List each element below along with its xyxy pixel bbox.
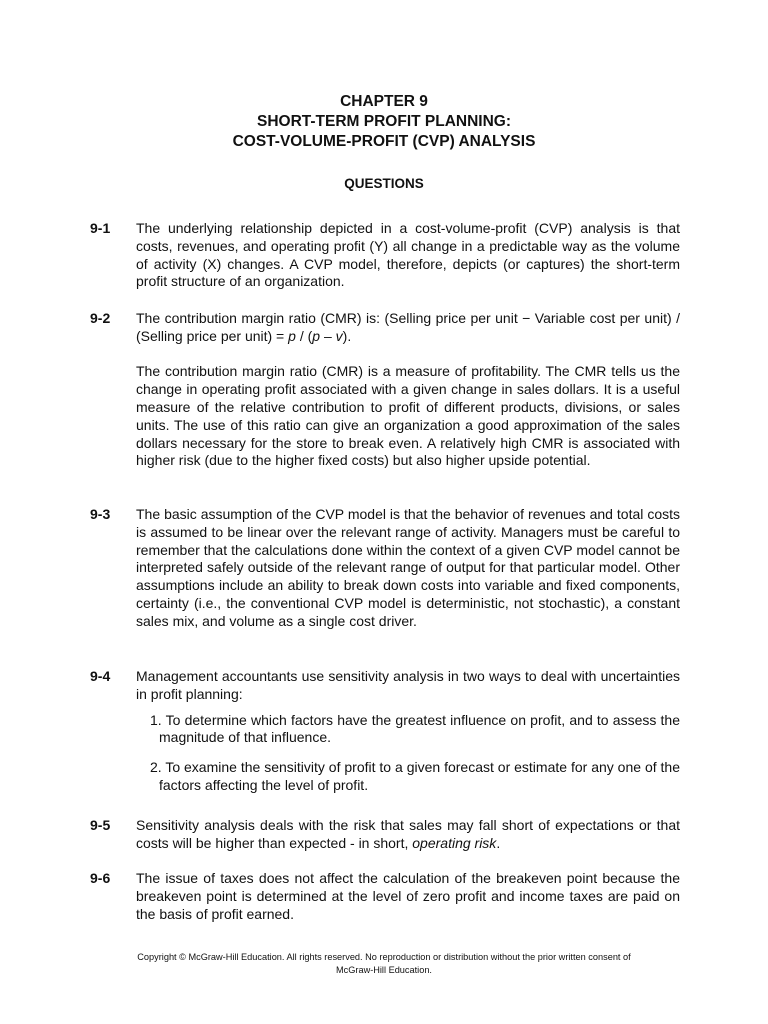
answer-paragraph: The underlying relationship depicted in a cost-volume-profit (CVP) analysis is that costs, revenues, and operating profit (Y) all change in a predictable way as the volume of activity (X) changes. A CVP model, therefore, depicts (or captures) the short-term profit structure of an organization. bbox=[136, 220, 680, 290]
question-9-3 bbox=[90, 506, 680, 631]
question-text bbox=[136, 506, 680, 631]
chapter-title-line-2: COST-VOLUME-PROFIT (CVP) ANALYSIS bbox=[232, 133, 536, 150]
question-number: 9-5 bbox=[90, 817, 111, 833]
cmr-formula-paragraph bbox=[136, 310, 680, 346]
question-number: 9-1 bbox=[90, 220, 111, 236]
question-9-1 bbox=[90, 220, 680, 291]
formula-end: ). bbox=[342, 327, 352, 344]
question-9-2 bbox=[90, 310, 680, 470]
question-number: 9-2 bbox=[90, 310, 111, 326]
answer-paragraph bbox=[136, 817, 680, 853]
answer-end: . bbox=[496, 834, 501, 851]
question-text bbox=[136, 668, 680, 795]
question-number: 9-4 bbox=[90, 668, 111, 684]
list-item: 1. To determine which factors have the greatest influence on profit, and to assess the magnitude of that influence. bbox=[150, 711, 680, 746]
answer-paragraph: The issue of taxes does not affect the calculation of the breakeven point because the breakeven point is determined at the level of zero profit and income taxes are paid on the basis of profit earned. bbox=[136, 870, 680, 922]
formula-separator: / ( bbox=[295, 327, 313, 344]
question-9-6 bbox=[90, 870, 680, 923]
copyright-footer bbox=[0, 951, 768, 977]
answer-paragraph: Management accountants use sensitivity analysis in two ways to deal with uncertainties in profit planning: bbox=[136, 668, 680, 702]
section-heading: QUESTIONS bbox=[344, 176, 424, 191]
chapter-number: CHAPTER 9 bbox=[340, 93, 428, 110]
answer-paragraph: The basic assumption of the CVP model is that the behavior of revenues and total costs is assumed to be linear over the relevant range of activity. Managers must be careful to remember that the calculations done within the context of a given CVP model cannot be interpreted safely outside of the relevant range of output for that particular model. Other assumptions include an ability to break down costs into variable and fixed components, certainty (i.e., the conventional CVP model is deterministic, not stochastic), a constant sales mix, and volume as a single cost driver. bbox=[136, 506, 680, 629]
list-item: 2. To examine the sensitivity of profit to a given forecast or estimate for any one of the factors affecting the level of profit. bbox=[150, 759, 680, 793]
formula-p: p bbox=[312, 327, 321, 344]
question-9-5 bbox=[90, 817, 680, 853]
question-text bbox=[136, 817, 680, 853]
question-text bbox=[136, 870, 680, 923]
question-text bbox=[136, 310, 680, 470]
formula-p: p bbox=[288, 327, 296, 344]
question-number: 9-6 bbox=[90, 870, 111, 886]
answer-text: Sensitivity analysis deals with the risk that sales may fall short of expectations or that costs will be higher than expected - in short, bbox=[136, 817, 680, 851]
cmr-definition: The contribution margin ratio (CMR) is: (Selling price per unit − Variable cost per unit) / (Selling price per unit) = bbox=[136, 310, 680, 344]
footer-line-2: McGraw-Hill Education. bbox=[336, 965, 432, 975]
question-9-4 bbox=[90, 668, 680, 795]
chapter-heading bbox=[0, 92, 768, 152]
cmr-explanation-paragraph: The contribution margin ratio (CMR) is a measure of profitability. The CMR tells us the change in operating profit associated with a given change in sales dollars. It is a useful measure of the relative contribution to profit of different products, divisions, or sales units. The use of this ratio can give an organization a good approximation of the sales dollars necessary for the store to break even. A relatively high CMR is associated with higher risk (due to the higher fixed costs) but also higher upside potential. bbox=[136, 363, 680, 469]
chapter-title-line-1: SHORT-TERM PROFIT PLANNING: bbox=[256, 113, 512, 130]
footer-line-1: Copyright © McGraw-Hill Education. All rights reserved. No reproduction or distribution without the prior written consent of bbox=[137, 952, 631, 962]
emphasis-operating-risk: operating risk bbox=[412, 834, 497, 851]
formula-minus: – bbox=[320, 327, 336, 344]
question-text bbox=[136, 220, 680, 291]
question-number: 9-3 bbox=[90, 506, 111, 522]
formula-v: v bbox=[335, 327, 343, 344]
